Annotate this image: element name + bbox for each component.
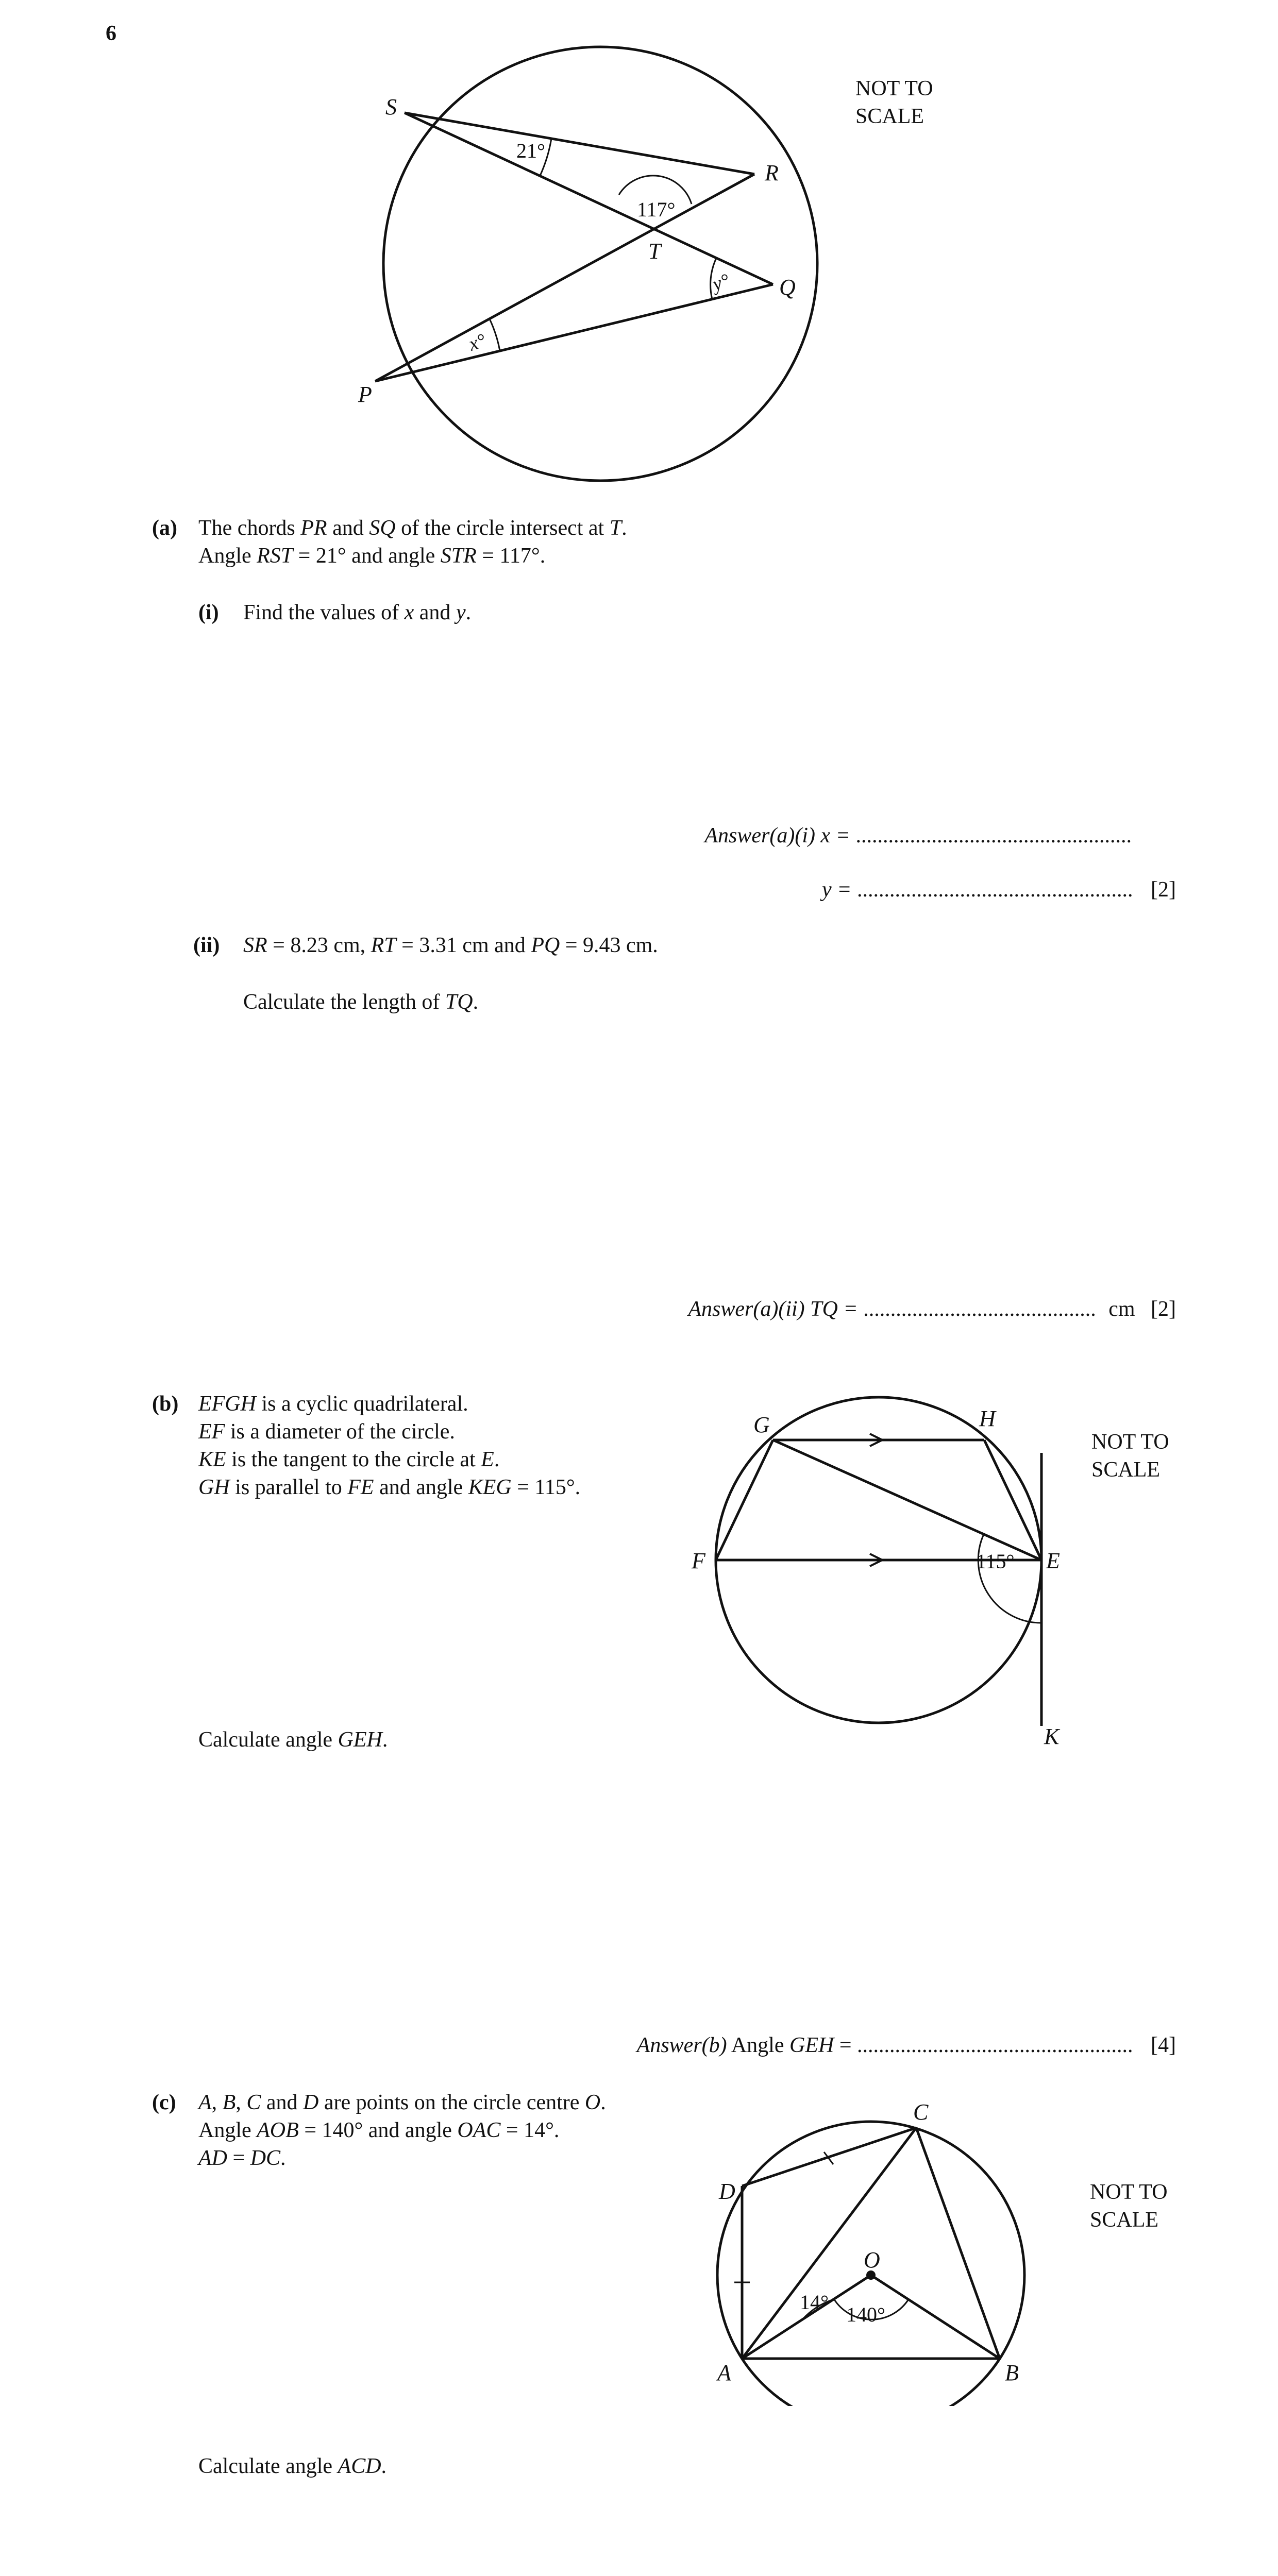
part-b-line1: EFGH is a cyclic quadrilateral. [198,1392,468,1416]
not-to-scale-c: NOT TO SCALE [1090,2180,1168,2232]
label-e: E [1046,1548,1060,1573]
part-c-task: Calculate angle ACD. [198,2454,387,2478]
answer-a-i-y [822,876,1176,904]
not-to-scale-a: NOT TO SCALE [855,77,933,128]
marks-b: [4] [1151,2033,1176,2057]
circle-diagram-a [0,0,1278,495]
page-number: 6 [106,22,116,45]
part-a-ii-label: (ii) [193,934,220,957]
label-g: G [753,1412,770,1437]
line-ob [871,2275,1000,2359]
chord-pq [375,284,773,381]
line-fg [716,1440,773,1560]
part-c-line1: A, B, C and D are points on the circle centre O. [198,2091,606,2114]
label-p: P [358,382,372,407]
arc-115 [978,1534,1041,1623]
part-b-label: (b) [152,1392,179,1416]
chord-sq [405,113,773,284]
angle-140-label: 140° [846,2303,885,2326]
answer-a-i-y-dots[interactable]: ................................................... [857,878,1133,902]
part-b-task: Calculate angle GEH. [198,1728,388,1752]
angle-115-label: 115° [976,1550,1015,1573]
answer-a-ii [688,1295,1176,1323]
angle-14-label: 14° [800,2291,829,2314]
label-d: D [719,2179,735,2204]
part-b-line2: EF is a diameter of the circle. [198,1420,455,1444]
part-c-label: (c) [152,2091,176,2114]
part-b-line4: GH is parallel to FE and angle KEG = 115°. [198,1476,581,1499]
line-he [984,1440,1041,1560]
label-a: A [717,2360,731,2385]
part-a-line2: Angle RST = 21° and angle STR = 117°. [198,544,546,568]
answer-a-ii-prefix: Answer(a)(ii) TQ = [688,1297,858,1321]
label-q: Q [779,275,796,300]
label-c: C [913,2099,929,2125]
answer-a-i-x-dots[interactable]: ................................................... [855,824,1132,848]
answer-a-ii-dots[interactable]: ........................................... [863,1297,1096,1321]
label-h: H [979,1406,996,1431]
answer-b-prefix-italic: Answer(b) [636,2033,727,2057]
answer-b-dots[interactable]: ................................................... [857,2033,1133,2057]
label-f: F [692,1548,705,1573]
circle-diagram-b [0,1365,1278,1767]
circle-diagram-c [0,2087,1278,2406]
label-r: R [765,160,779,185]
chord-sr [405,113,754,174]
answer-a-i-y-prefix: y = [822,878,852,902]
label-k: K [1044,1724,1060,1749]
part-a-line1: The chords PR and SQ of the circle intersect at T. [198,516,627,540]
label-o: O [864,2247,880,2273]
angle-y-label: y° [710,269,732,296]
arc-x [490,319,500,351]
part-a-label: (a) [152,516,177,540]
answer-b [637,2031,1176,2059]
line-cb [916,2128,1000,2359]
marks-a-ii: [2] [1151,1297,1176,1321]
angle-x-label: x° [466,329,489,355]
angle-21-label: 21° [516,139,545,162]
label-b: B [1005,2360,1019,2385]
answer-a-ii-unit: cm [1108,1297,1135,1321]
marks-a-i: [2] [1151,878,1176,902]
label-s: S [385,94,397,120]
chord-pr [375,174,754,381]
part-a-i-label: (i) [198,601,219,624]
answer-a-i-x [704,822,1132,850]
part-a-i-text: Find the values of x and y. [243,601,472,624]
part-b-line3: KE is the tangent to the circle at E. [198,1448,500,1471]
part-a-ii-text2: Calculate the length of TQ. [243,990,479,1014]
line-ge [773,1440,1041,1560]
label-t: T [648,239,661,264]
part-a-ii-text: SR = 8.23 cm, RT = 3.31 cm and PQ = 9.43 cm. [243,934,658,957]
answer-b-prefix-text: Angle GEH = [731,2033,852,2057]
answer-a-i-x-prefix: Answer(a)(i) x = [704,824,850,848]
part-c-line3: AD = DC. [198,2146,286,2170]
angle-117-label: 117° [637,198,676,221]
not-to-scale-b: NOT TO SCALE [1091,1430,1169,1482]
part-c-line2: Angle AOB = 140° and angle OAC = 14°. [198,2119,560,2142]
circle-a [383,47,817,481]
line-dc [742,2128,916,2186]
